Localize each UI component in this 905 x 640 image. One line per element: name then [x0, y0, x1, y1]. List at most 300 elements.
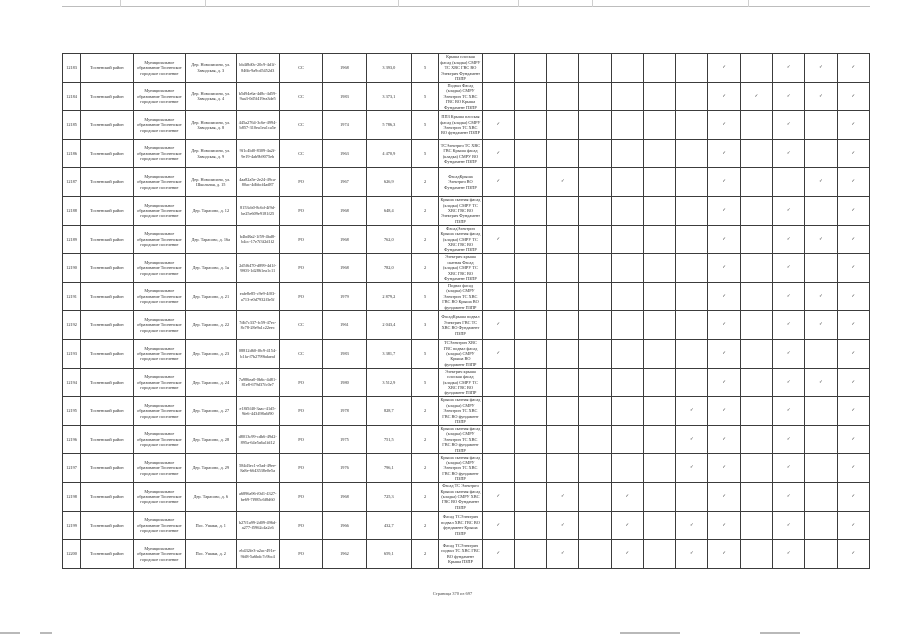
scan-edge-mark — [0, 632, 20, 634]
empty-work-cell — [482, 397, 514, 426]
top-tick — [120, 0, 121, 7]
checkmark-icon: ✓ — [837, 511, 869, 540]
address-cell: Дер. Тарасово, д. 24 — [186, 368, 236, 397]
empty-work-cell — [611, 339, 643, 368]
scan-edge-mark — [40, 632, 52, 634]
checkmark-icon: ✓ — [773, 482, 805, 511]
owner-cell: Муниципальное образование Тосненское городское поселение — [133, 196, 185, 225]
empty-work-cell — [805, 339, 837, 368]
table-row — [63, 111, 870, 140]
checkmark-icon: ✓ — [708, 111, 740, 140]
category-cell: СС — [279, 139, 322, 168]
guid-cell: 7db7c337-fc59-47ec-8c78-28e9a1c22eec — [236, 311, 279, 340]
category-cell: СС — [279, 111, 322, 140]
year-cell: 1962 — [323, 540, 366, 569]
area-cell: 2 879,2 — [366, 282, 411, 311]
works-list-cell: Фасад ТСЭлектрич подвал ТС ХВС ГВС ВО фундамент Крыша ПЗПР — [439, 540, 482, 569]
checkmark-icon: ✓ — [482, 168, 514, 197]
checkmark-icon: ✓ — [773, 82, 805, 111]
area-cell: 432,7 — [366, 511, 411, 540]
floors-cell: 2 — [412, 425, 439, 454]
checkmark-icon: ✓ — [773, 454, 805, 483]
checkmark-icon: ✓ — [547, 482, 579, 511]
checkmark-icon: ✓ — [547, 511, 579, 540]
table-row — [63, 139, 870, 168]
empty-work-cell — [579, 254, 611, 283]
district-cell: Тосненский район — [81, 454, 133, 483]
category-cell: РО — [279, 196, 322, 225]
empty-work-cell — [547, 254, 579, 283]
district-cell: Тосненский район — [81, 196, 133, 225]
floors-cell: 2 — [412, 511, 439, 540]
checkmark-icon: ✓ — [773, 196, 805, 225]
empty-work-cell — [579, 311, 611, 340]
checkmark-icon: ✓ — [773, 225, 805, 254]
area-cell: 2 043,4 — [366, 311, 411, 340]
checkmark-icon: ✓ — [773, 282, 805, 311]
empty-work-cell — [611, 454, 643, 483]
empty-work-cell — [482, 368, 514, 397]
empty-work-cell — [676, 196, 708, 225]
row-id-cell: 12187 — [63, 168, 81, 197]
row-id-cell: 12200 — [63, 540, 81, 569]
district-cell: Тосненский район — [81, 397, 133, 426]
guid-cell: 2d5f6470-d899-4d1f-9803-1d2861ea1c11 — [236, 254, 279, 283]
empty-work-cell — [482, 425, 514, 454]
checkmark-icon: ✓ — [708, 311, 740, 340]
empty-work-cell — [514, 397, 546, 426]
address-cell: Дер. Тарасово, д. 23 — [186, 339, 236, 368]
year-cell: 1978 — [323, 397, 366, 426]
empty-work-cell — [643, 139, 675, 168]
empty-work-cell — [805, 139, 837, 168]
empty-work-cell — [482, 454, 514, 483]
floors-cell: 2 — [412, 225, 439, 254]
floors-cell: 5 — [412, 111, 439, 140]
empty-work-cell — [643, 311, 675, 340]
empty-work-cell — [611, 425, 643, 454]
checkmark-icon: ✓ — [837, 254, 869, 283]
year-cell: 1963 — [323, 139, 366, 168]
checkmark-icon: ✓ — [837, 311, 869, 340]
empty-work-cell — [676, 225, 708, 254]
checkmark-icon: ✓ — [676, 425, 708, 454]
empty-work-cell — [514, 482, 546, 511]
floors-cell: 2 — [412, 196, 439, 225]
empty-work-cell — [547, 139, 579, 168]
table-row — [63, 196, 870, 225]
empty-work-cell — [611, 111, 643, 140]
works-list-cell: ТСЭлектрич ТС ХВС ГВС Крыша фасад (кладка) СМРУ ВО Фундамент ПЗПР — [439, 139, 482, 168]
row-id-cell: 12183 — [63, 54, 81, 83]
address-cell: Дер. Тарасово, д. 27 — [186, 397, 236, 426]
district-cell: Тосненский район — [81, 139, 133, 168]
category-cell: РО — [279, 511, 322, 540]
guid-cell: 9f1c4bf0-8309-4a2f-9e19-4ab9b9075eb — [236, 139, 279, 168]
category-cell: СС — [279, 82, 322, 111]
empty-work-cell — [514, 425, 546, 454]
checkmark-icon: ✓ — [708, 196, 740, 225]
empty-work-cell — [547, 368, 579, 397]
works-list-cell: ТСЭлектрич ХВС ГВС подвал фасад (кладка) СМРУ Крыша ВО фундамент ПЗПР — [439, 339, 482, 368]
checkmark-icon: ✓ — [805, 282, 837, 311]
year-cell: 1966 — [323, 511, 366, 540]
empty-work-cell — [740, 540, 772, 569]
empty-work-cell — [740, 54, 772, 83]
empty-work-cell — [579, 425, 611, 454]
floors-cell: 2 — [412, 254, 439, 283]
area-cell: 648,4 — [366, 196, 411, 225]
floors-cell: 2 — [412, 454, 439, 483]
category-cell: РО — [279, 368, 322, 397]
checkmark-icon: ✓ — [837, 482, 869, 511]
owner-cell: Муниципальное образование Тосненское городское поселение — [133, 482, 185, 511]
checkmark-icon: ✓ — [708, 282, 740, 311]
empty-work-cell — [676, 54, 708, 83]
works-list-cell: Фасад ТСЭлектрич подвал ХВС ГВС ВО фундамент Крыша ПЗПР — [439, 511, 482, 540]
checkmark-icon: ✓ — [805, 168, 837, 197]
checkmark-icon: ✓ — [837, 82, 869, 111]
guid-cell: 584d3ec1-e5ad-49ee-8a8e-6643538e0e5a — [236, 454, 279, 483]
owner-cell: Муниципальное образование Тосненское городское поселение — [133, 82, 185, 111]
table-row — [63, 425, 870, 454]
owner-cell: Муниципальное образование Тосненское городское поселение — [133, 168, 185, 197]
empty-work-cell — [740, 425, 772, 454]
year-cell: 1961 — [323, 311, 366, 340]
empty-work-cell — [676, 82, 708, 111]
empty-work-cell — [579, 282, 611, 311]
checkmark-icon: ✓ — [611, 511, 643, 540]
owner-cell: Муниципальное образование Тосненское городское поселение — [133, 339, 185, 368]
checkmark-icon: ✓ — [773, 425, 805, 454]
category-cell: РО — [279, 482, 322, 511]
table-row — [63, 311, 870, 340]
checkmark-icon: ✓ — [837, 111, 869, 140]
checkmark-icon: ✓ — [773, 511, 805, 540]
address-cell: Пос. Ушаки, д. 1 — [186, 511, 236, 540]
table-row — [63, 225, 870, 254]
row-id-cell: 12190 — [63, 254, 81, 283]
empty-work-cell — [579, 339, 611, 368]
checkmark-icon: ✓ — [708, 339, 740, 368]
empty-work-cell — [579, 196, 611, 225]
checkmark-icon: ✓ — [837, 282, 869, 311]
year-cell: 1979 — [323, 282, 366, 311]
empty-work-cell — [643, 368, 675, 397]
empty-work-cell — [611, 397, 643, 426]
empty-work-cell — [547, 225, 579, 254]
year-cell: 1968 — [323, 482, 366, 511]
empty-work-cell — [514, 339, 546, 368]
row-id-cell: 12189 — [63, 225, 81, 254]
checkmark-icon: ✓ — [708, 397, 740, 426]
area-cell: 659,1 — [366, 540, 411, 569]
empty-work-cell — [643, 54, 675, 83]
empty-work-cell — [611, 225, 643, 254]
owner-cell: Муниципальное образование Тосненское городское поселение — [133, 511, 185, 540]
category-cell: РО — [279, 225, 322, 254]
empty-work-cell — [611, 254, 643, 283]
guid-cell: e18f5f40-3aac-41d5-9fe6-443498a6f90 — [236, 397, 279, 426]
empty-work-cell — [547, 454, 579, 483]
district-cell: Тосненский район — [81, 311, 133, 340]
table-row — [63, 540, 870, 569]
empty-work-cell — [547, 111, 579, 140]
empty-work-cell — [611, 196, 643, 225]
checkmark-icon: ✓ — [482, 540, 514, 569]
empty-work-cell — [579, 139, 611, 168]
area-cell: 751,5 — [366, 425, 411, 454]
empty-work-cell — [514, 139, 546, 168]
floors-cell: 5 — [412, 139, 439, 168]
checkmark-icon: ✓ — [482, 482, 514, 511]
district-cell: Тосненский район — [81, 168, 133, 197]
top-tick — [398, 0, 399, 7]
empty-work-cell — [676, 282, 708, 311]
area-cell: 762,0 — [366, 225, 411, 254]
checkmark-icon: ✓ — [805, 54, 837, 83]
empty-work-cell — [643, 454, 675, 483]
works-list-cell: Подвал Фасад (кладка) СМРУ Электрич ТС ХВС ГВС ВО Крыша Фундамент ПЗПР — [439, 82, 482, 111]
category-cell: РО — [279, 540, 322, 569]
checkmark-icon: ✓ — [837, 196, 869, 225]
empty-work-cell — [611, 54, 643, 83]
checkmark-icon: ✓ — [708, 511, 740, 540]
address-cell: Дер. Новолисино, ул. Заводская, д. 8 — [186, 111, 236, 140]
empty-work-cell — [547, 196, 579, 225]
empty-work-cell — [740, 168, 772, 197]
register-table — [62, 53, 870, 569]
scan-edge-mark — [620, 632, 680, 634]
checkmark-icon: ✓ — [805, 225, 837, 254]
empty-work-cell — [482, 82, 514, 111]
checkmark-icon: ✓ — [482, 111, 514, 140]
checkmark-icon: ✓ — [773, 311, 805, 340]
owner-cell: Муниципальное образование Тосненское городское поселение — [133, 111, 185, 140]
empty-work-cell — [805, 254, 837, 283]
checkmark-icon: ✓ — [837, 168, 869, 197]
empty-work-cell — [482, 254, 514, 283]
owner-cell: Муниципальное образование Тосненское городское поселение — [133, 368, 185, 397]
empty-work-cell — [579, 540, 611, 569]
empty-work-cell — [643, 425, 675, 454]
top-tick — [205, 0, 206, 7]
floors-cell: 2 — [412, 168, 439, 197]
floors-cell: 5 — [412, 54, 439, 83]
empty-work-cell — [740, 311, 772, 340]
checkmark-icon: ✓ — [773, 111, 805, 140]
checkmark-icon: ✓ — [837, 540, 869, 569]
address-cell: Дер. Тарасово, д. 29 — [186, 454, 236, 483]
year-cell: 1968 — [323, 54, 366, 83]
checkmark-icon: ✓ — [708, 368, 740, 397]
empty-work-cell — [547, 397, 579, 426]
category-cell: СС — [279, 54, 322, 83]
row-id-cell: 12186 — [63, 139, 81, 168]
category-cell: СС — [279, 339, 322, 368]
checkmark-icon: ✓ — [547, 168, 579, 197]
area-cell: 3 373,1 — [366, 82, 411, 111]
category-cell: РО — [279, 397, 322, 426]
guid-cell: 445a2764-3c6e-4994-b857-310ea1ea1ca5e — [236, 111, 279, 140]
floors-cell: 2 — [412, 540, 439, 569]
area-cell: 725,3 — [366, 482, 411, 511]
area-cell: 782,0 — [366, 254, 411, 283]
checkmark-icon: ✓ — [837, 339, 869, 368]
year-cell: 1983 — [323, 82, 366, 111]
checkmark-icon: ✓ — [708, 425, 740, 454]
floors-cell: 5 — [412, 368, 439, 397]
checkmark-icon: ✓ — [837, 425, 869, 454]
district-cell: Тосненский район — [81, 425, 133, 454]
checkmark-icon: ✓ — [708, 54, 740, 83]
works-list-cell: Электрич крыша скатная Фасад (кладка) СМРУ ТС ХВС ГВС ВО Фундамент ПЗПР — [439, 254, 482, 283]
empty-work-cell — [611, 282, 643, 311]
district-cell: Тосненский район — [81, 540, 133, 569]
district-cell: Тосненский район — [81, 54, 133, 83]
works-list-cell: ФасадКрыша Электрич ВО Фундамент ПЗПР — [439, 168, 482, 197]
top-tick — [748, 0, 749, 7]
empty-work-cell — [579, 225, 611, 254]
empty-work-cell — [643, 482, 675, 511]
address-cell: Дер. Новолисино, ул. Заводская, д. 3 — [186, 54, 236, 83]
empty-work-cell — [579, 511, 611, 540]
category-cell: РО — [279, 425, 322, 454]
guid-cell: bb4f8d0c-20c9-4d1f-846b-9a9cd5452d3 — [236, 54, 279, 83]
district-cell: Тосненский район — [81, 282, 133, 311]
row-id-cell: 12188 — [63, 196, 81, 225]
empty-work-cell — [805, 482, 837, 511]
empty-work-cell — [514, 368, 546, 397]
checkmark-icon: ✓ — [773, 254, 805, 283]
empty-work-cell — [805, 111, 837, 140]
address-cell: Дер. Тарасово, д. 21 — [186, 282, 236, 311]
category-cell: РО — [279, 254, 322, 283]
owner-cell: Муниципальное образование Тосненское городское поселение — [133, 54, 185, 83]
district-cell: Тосненский район — [81, 511, 133, 540]
year-cell: 1975 — [323, 425, 366, 454]
guid-cell: 08812d60-f0c9-4154-b1fa-f7b2799bdaeaf — [236, 339, 279, 368]
empty-work-cell — [482, 54, 514, 83]
checkmark-icon: ✓ — [676, 454, 708, 483]
table-row — [63, 482, 870, 511]
owner-cell: Муниципальное образование Тосненское городское поселение — [133, 454, 185, 483]
checkmark-icon: ✓ — [773, 54, 805, 83]
works-list-cell: Крыша скатная фасад (кладка) СМРУ ТС ХВС ГВС ВО Электрич Фундамент ПЗПР — [440, 197, 481, 224]
row-id-cell: 12191 — [63, 282, 81, 311]
empty-work-cell — [805, 454, 837, 483]
empty-work-cell — [611, 311, 643, 340]
works-list-cell: ФасадЭлектрич Крыша скатная фасад (кладка) СМРУ ТС ХВС ГВС ВО Фундамент ПЗПР — [440, 225, 481, 253]
empty-work-cell — [482, 196, 514, 225]
empty-work-cell — [676, 482, 708, 511]
top-tick — [592, 0, 593, 7]
district-cell: Тосненский район — [81, 254, 133, 283]
empty-work-cell — [514, 311, 546, 340]
empty-work-cell — [514, 168, 546, 197]
empty-work-cell — [514, 540, 546, 569]
year-cell: 1983 — [323, 339, 366, 368]
empty-work-cell — [740, 397, 772, 426]
empty-work-cell — [773, 168, 805, 197]
checkmark-icon: ✓ — [708, 482, 740, 511]
address-cell: Дер. Тарасово, д. 22 — [186, 311, 236, 340]
empty-work-cell — [643, 540, 675, 569]
checkmark-icon: ✓ — [837, 368, 869, 397]
floors-cell: 3 — [412, 311, 439, 340]
empty-work-cell — [643, 82, 675, 111]
empty-work-cell — [514, 254, 546, 283]
empty-work-cell — [547, 282, 579, 311]
empty-work-cell — [740, 368, 772, 397]
row-id-cell: 12199 — [63, 511, 81, 540]
empty-work-cell — [643, 397, 675, 426]
district-cell: Тосненский район — [81, 482, 133, 511]
owner-cell: Муниципальное образование Тосненское городское поселение — [133, 397, 185, 426]
area-cell: 3 381,7 — [366, 339, 411, 368]
register-table-body — [63, 54, 870, 569]
works-list-cell: Крыша скатная фасад (кладка) СМРУ Электрич ТС ХВС ГВС ВО фундамент ПЗПР — [440, 426, 481, 453]
works-list-cell: ФасадКрыша подвал Электрич ГВС ТС ХВС ВО Фундамент ПЗПР — [439, 311, 482, 340]
empty-work-cell — [805, 540, 837, 569]
floors-cell: 2 — [412, 482, 439, 511]
empty-work-cell — [514, 454, 546, 483]
area-cell: 3 512,9 — [366, 368, 411, 397]
year-cell: 1967 — [323, 168, 366, 197]
empty-work-cell — [579, 168, 611, 197]
row-id-cell: 12185 — [63, 111, 81, 140]
checkmark-icon: ✓ — [708, 168, 740, 197]
checkmark-icon: ✓ — [611, 540, 643, 569]
row-id-cell: 12198 — [63, 482, 81, 511]
empty-work-cell — [547, 54, 579, 83]
empty-work-cell — [514, 111, 546, 140]
empty-work-cell — [805, 196, 837, 225]
empty-work-cell — [579, 454, 611, 483]
owner-cell: Муниципальное образование Тосненское городское поселение — [133, 139, 185, 168]
works-list-cell: Электрич крыша плоская фасад (кладка) СМРУ ТС ХВС ГВС ВО фундамент ПЗПР — [439, 368, 482, 397]
checkmark-icon: ✓ — [547, 540, 579, 569]
guid-cell: d8013c99-cdb6-49d2-895a-64e5a6a1fd12 — [236, 425, 279, 454]
address-cell: Дер. Тарасово, д. 6 — [186, 482, 236, 511]
empty-work-cell — [579, 397, 611, 426]
empty-work-cell — [740, 282, 772, 311]
area-cell: 626,9 — [366, 168, 411, 197]
checkmark-icon: ✓ — [773, 368, 805, 397]
checkmark-icon: ✓ — [708, 139, 740, 168]
checkmark-icon: ✓ — [805, 311, 837, 340]
checkmark-icon: ✓ — [837, 397, 869, 426]
empty-work-cell — [611, 168, 643, 197]
empty-work-cell — [676, 168, 708, 197]
checkmark-icon: ✓ — [837, 139, 869, 168]
checkmark-icon: ✓ — [708, 254, 740, 283]
floors-cell: 5 — [412, 282, 439, 311]
category-cell: РО — [279, 454, 322, 483]
empty-work-cell — [611, 139, 643, 168]
district-cell: Тосненский район — [81, 225, 133, 254]
checkmark-icon: ✓ — [482, 311, 514, 340]
empty-work-cell — [643, 511, 675, 540]
empty-work-cell — [740, 111, 772, 140]
address-cell: Дер. Тарасово, д. 16а — [186, 225, 236, 254]
empty-work-cell — [514, 196, 546, 225]
guid-cell: eafe8e85-c9e9-4f03-a713-e0d7932f3e5f — [236, 282, 279, 311]
empty-work-cell — [514, 282, 546, 311]
empty-work-cell — [643, 196, 675, 225]
district-cell: Тосненский район — [81, 82, 133, 111]
empty-work-cell — [676, 339, 708, 368]
